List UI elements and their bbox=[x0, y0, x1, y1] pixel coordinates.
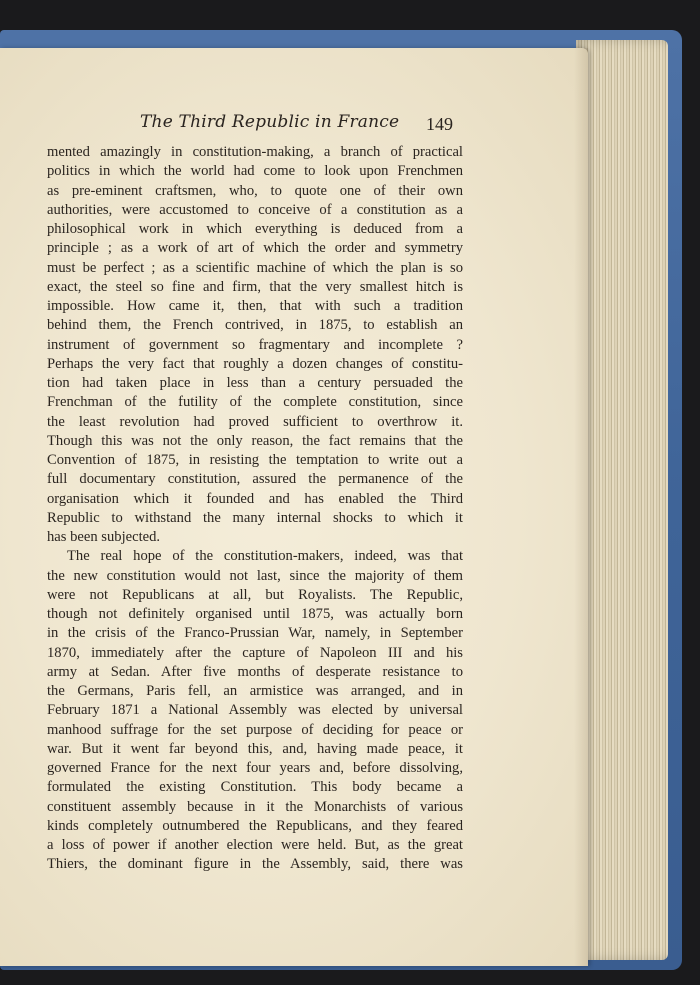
text-line: Convention of 1875, in resisting the temptation to write out a bbox=[47, 452, 463, 468]
text-line: Though this was not the only reason, the fact remains that the bbox=[47, 432, 463, 449]
text-line: 1870, immediately after the capture of Napoleon III and his bbox=[47, 644, 463, 661]
text-line: authorities, were accustomed to conceive of a constitution as a bbox=[47, 201, 463, 218]
running-head bbox=[0, 112, 700, 138]
text-line: behind them, the French contrived, in 1875, to establish an bbox=[47, 317, 463, 334]
text-line: the new constitution would not last, since the majority of them bbox=[47, 567, 463, 584]
text-line: impossible. How came it, then, that with such a tradition bbox=[47, 298, 463, 314]
text-line: a loss of power if another election were held. But, as the great bbox=[47, 837, 463, 853]
text-line: though not definitely organised until 1875, was actually born bbox=[47, 606, 463, 622]
text-line: organisation which it founded and has enabled the Third bbox=[47, 490, 463, 507]
text-line: Thiers, the dominant figure in the Assembly, said, there was bbox=[47, 856, 463, 873]
body-text bbox=[47, 143, 463, 875]
text-line: formulated the existing Constitution. This body became a bbox=[47, 779, 463, 796]
text-line: must be perfect ; as a scientific machine of which the plan is so bbox=[47, 259, 463, 276]
text-line: were not Republicans at all, but Royalists. The Republic, bbox=[47, 586, 463, 603]
text-line: Perhaps the very fact that roughly a dozen changes of constitu- bbox=[47, 355, 463, 372]
text-line: principle ; as a work of art of which the order and symmetry bbox=[47, 240, 463, 257]
page-number: 149 bbox=[426, 114, 453, 134]
text-line: as pre-eminent craftsmen, who, to quote one of their own bbox=[47, 182, 463, 199]
page-edges bbox=[576, 40, 668, 960]
text-line: Republic to withstand the many internal shocks to which it bbox=[47, 509, 463, 526]
text-line: philosophical work in which everything is deduced from a bbox=[47, 221, 463, 237]
text-line: February 1871 a National Assembly was elected by universal bbox=[47, 702, 463, 719]
text-line: army at Sedan. After five months of desperate resistance to bbox=[47, 663, 463, 680]
paragraph-start-line: The real hope of the constitution-makers, indeed, was that bbox=[67, 548, 463, 565]
text-line: governed France for the next four years and, before dissolving, bbox=[47, 760, 463, 776]
text-line: exact, the steel so fine and firm, that the very smallest hitch is bbox=[47, 278, 463, 295]
text-line: the Germans, Paris fell, an armistice was arranged, and in bbox=[47, 683, 463, 699]
text-line: tion had taken place in less than a century persuaded the bbox=[47, 375, 463, 391]
text-line: politics in which the world had come to look upon Frenchmen bbox=[47, 163, 463, 180]
running-title: The Third Republic in France bbox=[140, 112, 400, 132]
text-line: kinds completely outnumbered the Republicans, and they feared bbox=[47, 817, 463, 834]
text-line: full documentary constitution, assured the permanence of the bbox=[47, 471, 463, 488]
paragraph-end-line: has been subjected. bbox=[47, 529, 161, 545]
text-line: Frenchman of the futility of the complete constitution, since bbox=[47, 394, 463, 411]
text-line: the least revolution had proved sufficient to overthrow it. bbox=[47, 413, 463, 430]
text-line: manhood suffrage for the set purpose of deciding for peace or bbox=[47, 721, 463, 738]
text-line: in the crisis of the Franco-Prussian War, namely, in September bbox=[47, 625, 463, 642]
text-line: constituent assembly because in it the Monarchists of various bbox=[47, 798, 463, 815]
text-line: mented amazingly in constitution-making, a branch of practical bbox=[47, 144, 463, 160]
text-line: instrument of government so fragmentary and incomplete ? bbox=[47, 336, 463, 353]
text-line: war. But it went far beyond this, and, having made peace, it bbox=[47, 740, 463, 757]
